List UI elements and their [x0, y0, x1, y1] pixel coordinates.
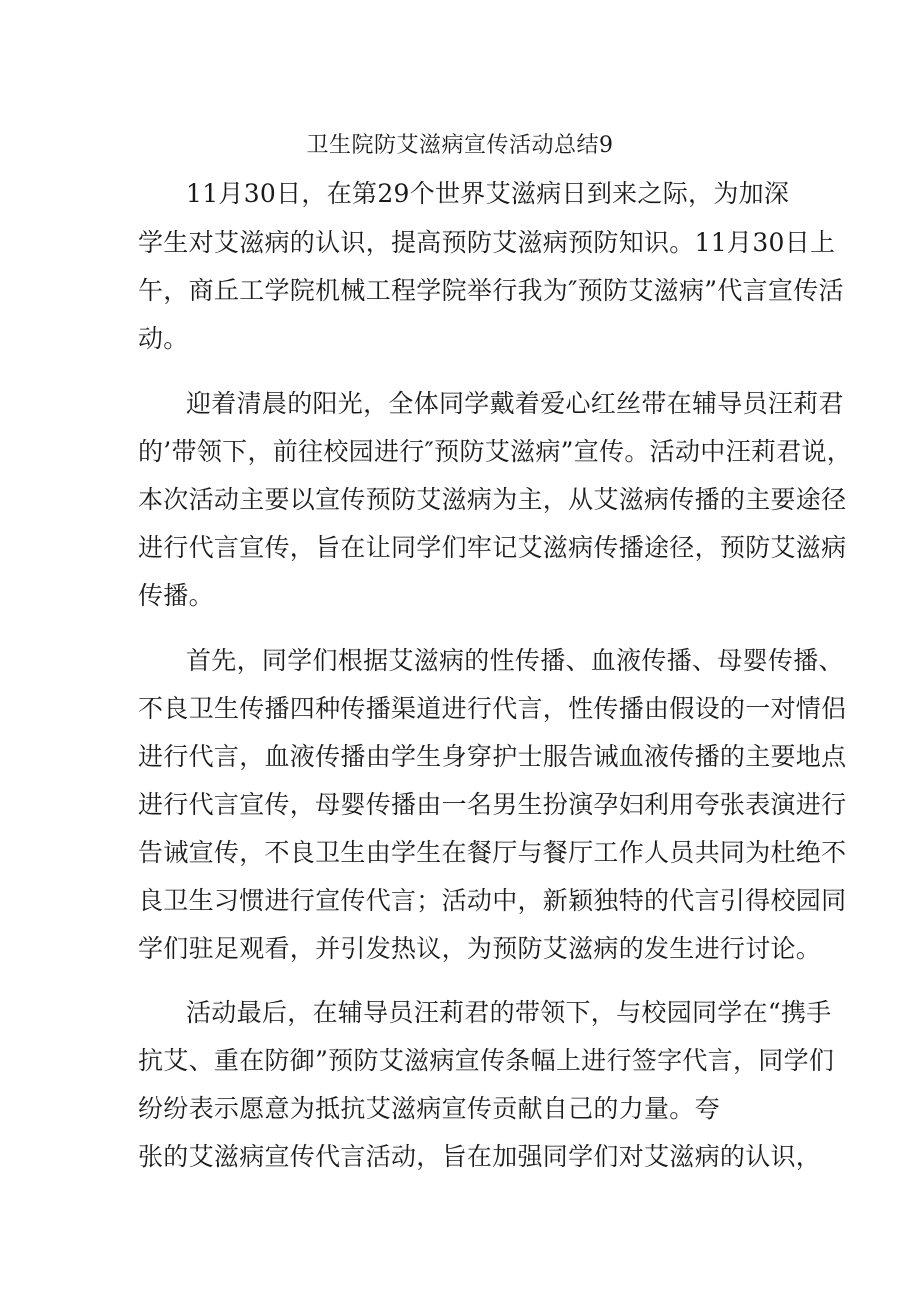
paragraph-line: 纷纷表示愿意为抵抗艾滋病宣传贡献自己的力量。夸	[138, 1094, 720, 1123]
paragraph-line: 迎着清晨的阳光，全体同学戴着爱心红丝带在辅导员汪莉君	[186, 389, 844, 418]
paragraph-line: 本次活动主要以宣传预防艾滋病为主，从艾滋病传播的主要途径	[138, 485, 847, 514]
paragraph-line: 不良卫生传播四种传播渠道进行代言，性传播由假设的一对情侣	[138, 694, 847, 723]
paragraph-line: 良卫生习惯进行宣传代言；活动中，新颖独特的代言引得校园同	[138, 886, 847, 915]
paragraph-line: 学们驻足观看，并引发热议，为预防艾滋病的发生进行讨论。	[138, 934, 822, 963]
paragraph-line: 抗艾、重在防御”预防艾滋病宣传条幅上进行签字代言，同学们	[138, 1046, 835, 1075]
paragraph-line: 进行代言宣传，旨在让同学们牢记艾滋病传播途径，预防艾滋病	[138, 533, 847, 562]
paragraph-line: 进行代言宣传，母婴传播由一名男生扮演孕妇利用夸张表演进行	[138, 790, 847, 819]
paragraph-line: 张的艾滋病宣传代言活动，旨在加强同学们对艾滋病的认识，	[138, 1142, 822, 1171]
paragraph-line: 活动最后，在辅导员汪莉君的带领下，与校园同学在“携手	[186, 998, 832, 1027]
paragraph-line: 动。	[138, 324, 189, 353]
paragraph-line: 首先，同学们根据艾滋病的性传播、血液传播、母婴传播、	[186, 646, 844, 675]
paragraph-line: 11月30日，在第29个世界艾滋病日到来之际，为加深	[186, 179, 790, 208]
document-title: 卫生院防艾滋病宣传活动总结9	[306, 133, 614, 158]
paragraph-line: 学生对艾滋病的认识，提高预防艾滋病预防知识。11月30日上	[138, 228, 836, 257]
paragraph-line: 进行代言，血液传播由学生身穿护士服告诫血液传播的主要地点	[138, 742, 847, 771]
paragraph-line: 的’带领下，前往校园进行″预防艾滋病”宣传。活动中汪莉君说，	[138, 437, 853, 466]
paragraph-line: 告诫宣传，不良卫生由学生在餐厅与餐厅工作人员共同为杜绝不	[138, 838, 847, 867]
paragraph-line: 午，商丘工学院机械工程学院举行我为″预防艾滋病”代言宣传活	[138, 276, 844, 305]
paragraph-line: 传播。	[138, 581, 214, 610]
